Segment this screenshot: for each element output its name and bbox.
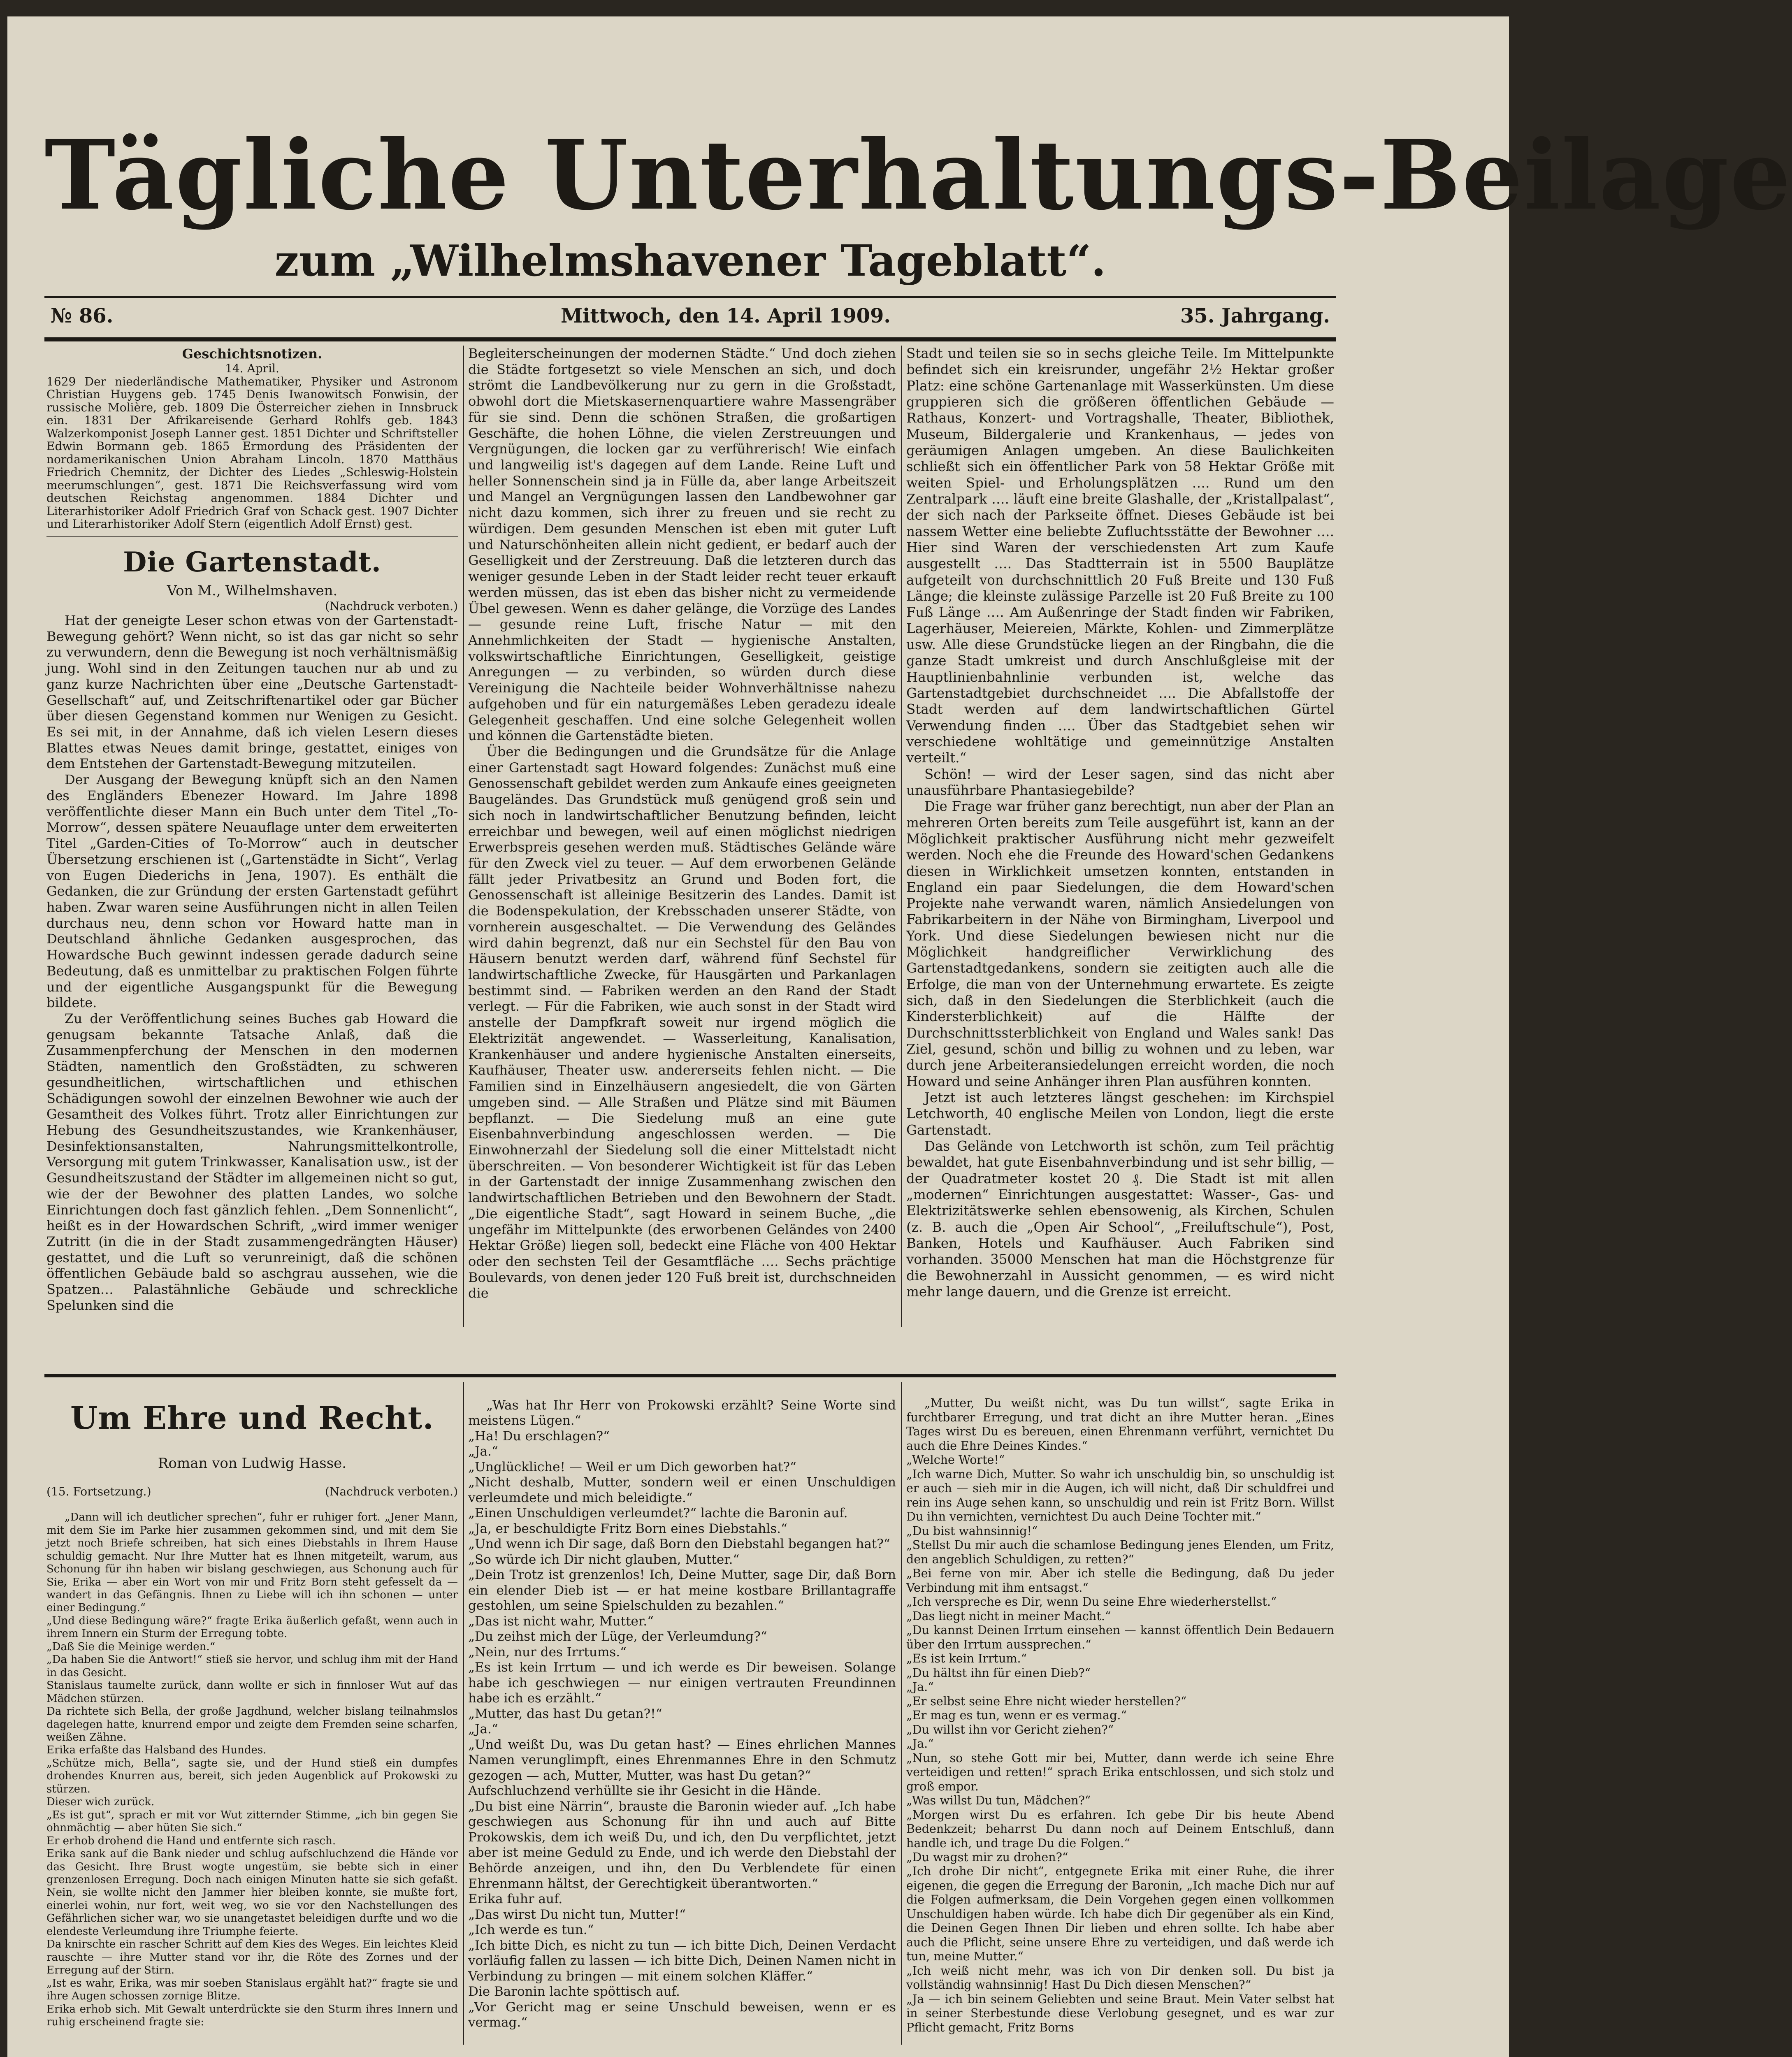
novel-text: „Dann will ich deutlicher sprechen“, fuhr er ruhiger fort. „Jener Mann, mit dem Sie im Parke hier zusammen gekommen sind, und mit dem Sie jetzt noch Briefe schreiben, hat sich eines Diebstahls in Ihrem Hause schuldig gemacht. Nur Ihre Mutter hat es Ihnen mitgeteilt, warum, aus Schonung für ihn haben wir bislang geschwiegen, aus Schonung auch für Sie, Erika — aber ein Wort von mir und Fritz Born steht gefesselt da — wandert in das Gefängnis. Ihnen zu Liebe will ich ihn schonen — unter einer Bedingung.“ „Und diese Bedingung wäre?“ fragte Erika äußerlich gefaßt, wenn auch in ihrem Innern ein Sturm der Erregung tobte. „Daß Sie die Meinige werden.“ „Da haben Sie die Antwort!“ stieß sie hervor, und schlug ihm mit der Hand in das Gesicht. Stanislaus taumelte zurück, dann wollte er sich in finnloser Wut auf das Mädchen stürzen. Da richtete sich Bella, der große Jagdhund, welcher bislang teilnahmslos dagelegen hatte, knurrend empor und zeigte dem Fremden seine scharfen, weißen Zähne. Erika erfaßte das Halsband des Hundes. „Schütze mich, Bella“, sagte sie, und der Hund stieß ein dumpfes drohendes Knurren aus, bereit, sich jeden Augenblick auf Prokowski zu stürzen. Dieser wich zurück. „Es ist gut“, sprach er mit vor Wut zitternder Stimme, „ich bin gegen Sie ohnmächtig — aber hüten Sie sich.“ Er erhob drohend die Hand und entfernte sich rasch. Erika sank auf die Bank nieder und schlug aufschluchzend die Hände vor das Gesicht. Ihre Brust wogte ungestüm, sie bebte sich in einer grenzenlosen Erregung. Doch nach einigen Minuten hatte sie sich gefaßt. Nein, sie wollte nicht den Jammer hier bleiben konnte, sie mußte fort, einerlei wohin, nur fort, weit weg, wo sie vor den Nachstellungen des Gefährlichen sicher war, wo sie unangetastet beleidigen durfte und wo die elendeste Verleumdung ihre Triumphe feierte. Da knirschte ein rascher Schritt auf dem Kies des Weges. Ein leichtes Kleid rauschte — ihre Mutter stand vor ihr, die Röte des Zornes und der Erregung auf der Stirn. „Ist es wahr, Erika, was mir soeben Stanislaus ergählt hat?“ fragte sie und ihre Augen schossen zornige Blitze. Erika erhob sich. Mit Gewalt unterdrückte sie den Sturm ihres Innern und ruhig erscheinend fragte sie: [46, 1511, 458, 2028]
garden-paragraph: Das Gelände von Letchworth ist schön, zum Teil prächtig bewaldet, hat gute Eisenbahnverbindung und ist sehr billig, — der Quadratmeter kostet 20 ₰. Die Stadt ist mit allen „modernen“ Einrichtungen ausgestattet: Wasser-, Gas- und Elektrizitätswerke sehlen ebensowenig, als Kirchen, Schulen (z. B. auch die „Open Air School“, „Freiluftschule“), Post, Banken, Hotels und Kaufhäuser. Auch Fabriken sind vorhanden. 35000 Menschen hat man die Höchstgrenze für die Bewohnerzahl in Aussicht genommen, — es wird nicht mehr lange dauern, und die Grenze ist erreicht. [906, 1138, 1334, 1300]
column-2-bottom [468, 1382, 896, 2049]
column-divider [901, 346, 902, 1327]
garden-paragraph: Zu der Veröffentlichung seines Buches gab Howard die genugsam bekannte Tatsache Anlaß, daß die Zusammenpferchung der Menschen in den modernen Städten, namentlich den Großstädten, zu schweren gesundheitlichen, wirtschaftlichen und ethischen Schädigungen sowohl der einzelnen Bewohner wie auch der Gesamtheit des Volkes führt. Trotz aller Einrichtungen zur Hebung des Gesundheitszustandes, wie Krankenhäuser, Desinfektionsanstalten, Nahrungsmittelkontrolle, Versorgung mit gutem Trinkwasser, Kanalisation usw., ist der Gesundheitszustand der Städter im allgemeinen nicht so gut, wie der der Bewohner des platten Landes, wo solche Einrichtungen doch fast gänzlich fehlen. „Dem Sonnenlicht“, heißt es in der Howardschen Schrift, „wird immer weniger Zutritt (in die in der Stadt zusammengedrängten Häuser) gestattet, und die Luft so verunreinigt, daß die schönen öffentlichen Gebäude bald so aschgrau aussehen, wie die Spatzen… Palastähnliche Gebäude und schreckliche Spelunken sind die [46, 1010, 458, 1313]
section-rule [44, 1374, 1336, 1377]
column-3-top [906, 346, 1334, 1329]
issue-number: № 86. [51, 304, 114, 327]
novel-meta [46, 1485, 458, 1498]
masthead-subtitle: zum „Wilhelmshavener Tageblatt“. [274, 235, 1106, 286]
column-1-bottom [46, 1382, 458, 2049]
column-divider [463, 346, 464, 1327]
issue-line [46, 304, 1334, 333]
notes-heading: Geschichtsnotizen. [182, 346, 323, 362]
novel-text: „Mutter, Du weißt nicht, was Du tun willst“, sagte Erika in furchtbarer Erregung, und trat dicht an ihre Mutter heran. „Eines Tages wirst Du es bereuen, einen Ehrenmann verführt, vernichtet Du auch die Ehre Deines Kindes.“ „Welche Worte!“ „Ich warne Dich, Mutter. So wahr ich unschuldig bin, so unschuldig ist er auch — sieh mir in die Augen, ich will nicht, daß Dir schuldfrei und rein ins Auge sehen kann, so unschuldig und rein ist Fritz Born. Willst Du ihn vernichten, vernichtest Du auch Deine Tochter mit.“ „Du bist wahnsinnig!“ „Stellst Du mir auch die schamlose Bedingung jenes Elenden, um Fritz, den angeblich Schuldigen, zu retten?“ „Bei ferne von mir. Aber ich stelle die Bedingung, daß Du jeder Verbindung mit ihm entsagst.“ „Ich verspreche es Dir, wenn Du seine Ehre wiederherstellst.“ „Das liegt nicht in meiner Macht.“ „Du kannst Deinen Irrtum einsehen — kannst öffentlich Dein Bedauern über den Irrtum aussprechen.“ „Es ist kein Irrtum.“ „Du hältst ihn für einen Dieb?“ „Ja.“ „Er selbst seine Ehre nicht wieder herstellen?“ „Er mag es tun, wenn er es vermag.“ „Du willst ihn vor Gericht ziehen?“ „Ja.“ „Nun, so stehe Gott mir bei, Mutter, dann werde ich seine Ehre verteidigen und retten!“ sprach Erika entschlossen, und sich stolz und groß empor. „Was willst Du tun, Mädchen?“ „Morgen wirst Du es erfahren. Ich gebe Dir bis heute Abend Bedenkzeit; beharrst Du dann noch auf Deinem Entschluß, dann handle ich, und trage Du die Folgen.“ „Du wagst mir zu drohen?“ „Ich drohe Dir nicht“, entgegnete Erika mit einer Ruhe, die ihrer eigenen, die gegen die Erregung der Baronin, „Ich mache Dich nur auf die Folgen aufmerksam, die Dein Vorgehen gegen einen vollkommen Unschuldigen haben würde. Ich habe dich Dir gegenüber als ein Kind, die Deinen Gegen Ihnen Dir lieben und ehren sollte. Ich habe aber auch die Pflicht, seine unsere Ehre zu verteidigen, und daß werde ich tun, meine Mutter.“ „Ich weiß nicht mehr, was ich von Dir denken soll. Du bist ja vollständig wahnsinnig! Hast Du Dich diesen Menschen?“ „Ja — ich bin seinem Geliebten und seine Braut. Mein Vater selbst hat in seiner Sterbestunde diese Verlobung gesegnet, und es war zur Pflicht gemacht, Fritz Borns [906, 1396, 1334, 2034]
novel-byline: Roman von Ludwig Hasse. [158, 1455, 347, 1472]
garden-paragraph: Begleiterscheinungen der modernen Städte.“ Und doch ziehen die Städte fortgesetzt so viele Menschen an sich, und doch strömt die Landbevölkerung nur zu gern in die Großstadt, obwohl dort die Mietskasernenquartiere wahre Massengräber für sie sind. Denn die schönen Straßen, die großartigen Geschäfte, die hohen Löhne, die vielen Zerstreuungen und Vergnügungen, die locken gar zu verführerisch! Wie einfach und langweilig ist's dagegen auf dem Lande. Reine Luft und heller Sonnenschein sind ja in Fülle da, aber lange Arbeitszeit und Mangel an Vergnügungen lassen den Landbewohner gar nicht dazu kommen, sich ihrer zu freuen und sie recht zu würdigen. Dem gesunden Menschen ist eben mit guter Luft und Naturschönheiten allein nicht gedient, er bedarf auch der Geselligkeit und der Zerstreuung. Daß die letzteren durch das weniger gesunde Leben in der Stadt leider recht teuer erkauft werden müssen, das ist eben das bisher nicht zu vermeidende Übel gewesen. Wenn es daher gelänge, die Vorzüge des Landes — gesunde reine Luft, frische Natur — mit den Annehmlichkeiten der Stadt — hygienische Anstalten, volkswirtschaftliche Einrichtungen, Geselligkeit, geistige Anregungen — zu verbinden, so würden durch diese Vereinigung die Nachteile beider Wohnverhältnisse nahezu aufgehoben und für ein naturgemäßes Leben geradezu ideale Gelegenheit geschaffen. Und eine solche Gelegenheit wollen und können die Gartenstädte bieten. [468, 346, 896, 744]
newspaper-page [7, 16, 1792, 2057]
novel-continuation: (15. Fortsetzung.) [46, 1485, 151, 1499]
column-3-bottom [906, 1382, 1334, 2049]
garden-paragraph: Jetzt ist auch letzteres längst geschehen: im Kirchspiel Letchworth, 40 englische Meilen von London, liegt die erste Gartenstadt. [906, 1090, 1334, 1138]
garden-paragraph: Der Ausgang der Bewegung knüpft sich an den Namen des Engländers Ebenezer Howard. Im Jahre 1898 veröffentlichte dieser Mann ein Buch unter dem Titel „To-Morrow“, dessen spätere Neuauflage unter dem erweiterten Titel „Garden-Cities of To-Morrow“ auch in deutscher Übersetzung erschienen ist („Gartenstädte in Sicht“, Verlag von Eugen Diederichs in Jena, 1907). Es enthält die Gedanken, die zur Gründung der ersten Gartenstadt geführt haben. Zwar waren seine Ausführungen nicht in allen Teilen durchaus neu, denn schon vor Howard hatte man in Deutschland ähnliche Gedanken ausgesprochen, das Howardsche Buch gewinnt indessen gerade dadurch seine Bedeutung, daß es unmittelbar zu praktischen Folgen führte und der eigentliche Ausgangspunkt für die Bewegung bildete. [46, 772, 458, 1011]
garden-paragraph: Hat der geneigte Leser schon etwas von der Gartenstadt-Bewegung gehört? Wenn nicht, so ist das gar nicht so sehr zu verwundern, denn die Bewegung ist noch verhältnismäßig jung. Wohl sind in den Zeitungen tauchen nur ab und zu ganz kurze Nachrichten über eine „Deutsche Gartenstadt-Gesellschaft“ auf, und Zeitschriftenartikel oder gar Bücher über diesen Gegenstand kommen nur Wenigen zu Gesicht. Es sei mit, in der Annahme, daß ich vielen Lesern dieses Blattes etwas Neues damit bringe, gestattet, einiges von dem Entstehen der Gartenstadt-Bewegung mitzuteilen. [46, 613, 458, 772]
garden-paragraph: Die Frage war früher ganz berechtigt, nun aber der Plan an mehreren Orten bereits zum Teile ausgeführt ist, kann an der Möglichkeit praktischer Ausführung nicht mehr gezweifelt werden. Noch ehe die Freunde des Howard'schen Gedankens diesen in Wirklichkeit umsetzen konnten, entstanden in England ein paar Siedelungen, die dem Howard'schen Projekte nahe verwandt waren, nämlich Ansiedelungen von Fabrikarbeitern in der Nähe von Birmingham, Liverpool und York. Und diese Siedelungen bewiesen nicht nur die Möglichkeit handgreiflicher Verwirklichung des Gartenstadtgedankens, sondern sie zeitigten auch alle die Erfolge, die man von der Unternehmung erwartete. Es zeigte sich, daß in den Siedelungen die Sterblichkeit (auch die Kindersterblichkeit) auf die Hälfte der Durchschnittssterblichkeit von England und Wales sank! Das Ziel, gesund, schön und billig zu wohnen und zu leben, war durch jene Arbeiteransiedelungen erreicht worden, die noch Howard und seine Anhänger ihren Plan ausführen konnten. [906, 799, 1334, 1089]
notes-date: 14. April. [225, 362, 279, 375]
garden-paragraph: Stadt und teilen sie so in sechs gleiche Teile. Im Mittelpunkte befindet sich ein kreisrunder, ungefähr 2½ Hektar großer Platz: eine schöne Gartenanlage mit Wasserkünsten. Um diese gruppieren sich die größeren öffentlichen Gebäude — Rathaus, Konzert- und Vortragshalle, Theater, Bibliothek, Museum, Bildergalerie und Krankenhaus, — jedes von geräumigen Anlagen umgeben. An diese Baulichkeiten schließt sich ein öffentlicher Park von 58 Hektar Größe mit weiten Spiel- und Erholungsplätzen …. Rund um den Zentralpark …. läuft eine breite Glashalle, der „Kristallpalast“, der sich nach der Parkseite öffnet. Dieses Gebäude ist bei nassem Wetter eine beliebte Zufluchtsstätte der Bewohner …. Hier sind Waren der verschiedensten Art zum Kaufe ausgestellt …. Das Stadtterrain ist in 5500 Bauplätze aufgeteilt von durchschnittlich 20 Fuß Breite und 130 Fuß Länge; die kleinste zulässige Parzelle ist 20 Fuß Breite zu 100 Fuß Länge …. Am Außenringe der Stadt finden wir Fabriken, Lagerhäuser, Meiereien, Märkte, Kohlen- und Zimmerplätze usw. Alle diese Grundstücke liegen an der Ringbahn, die die ganze Stadt umkreist und durch Anschlußgleise mit der Hauptlinienbahnlinie verbunden ist, welche das Gartenstadtgebiet durchschneidet …. Die Abfallstoffe der Stadt werden auf dem landwirtschaftlichen Gürtel Verwendung finden …. Über das Stadtgebiet sehen wir verschiedene wohltätige und gemeinnützige Anstalten verteilt.“ [906, 346, 1334, 766]
garden-paragraph: Über die Bedingungen und die Grundsätze für die Anlage einer Gartenstadt sagt Howard folgendes: Zunächst muß eine Genossenschaft gebildet werden zum Ankaufe eines geeigneten Baugeländes. Das Grundstück muß genügend groß sein und sich noch in landwirtschaftlicher Benutzung befinden, leicht erreichbar und bewegen, weil auf einen möglichst niedrigen Erwerbspreis gesehen werden muß. Städtisches Gelände wäre für den Zweck viel zu teuer. — Auf dem erworbenen Gelände fällt jeder Privatbesitz an Grund und Boden fort, die Genossenschaft ist alleinige Besitzerin des Landes. Damit ist die Bodenspekulation, der Krebsschaden unserer Städte, von vornherein ausgeschaltet. — Die Verwendung des Geländes wird dahin begrenzt, daß nur ein Sechstel für den Bau von Häusern benutzt werden darf, während fünf Sechstel für landwirtschaftliche Zwecke, für Hausgärten und Parkanlagen bestimmt sind. — Fabriken werden an den Rand der Stadt verlegt. — Für die Fabriken, wie auch sonst in der Stadt wird anstelle der Dampfkraft soweit nur irgend möglich die Elektrizität angewendet. — Wasserleitung, Kanalisation, Krankenhäuser und andere hygienische Anstalten einerseits, Kaufhäuser, Theater usw. andererseits fehlen nicht. — Die Familien sind in Einzelhäusern angesiedelt, die von Gärten umgeben sind. — Alle Straßen und Plätze sind mit Bäumen bepflanzt. — Die Siedelung muß an eine gute Eisenbahnverbindung angeschlossen werden. — Die Einwohnerzahl der Siedelung soll die einer Mittelstadt nicht überschreiten. — Von besonderer Wichtigkeit ist für das Leben in der Gartenstadt der innige Zusammenhang zwischen den landwirtschaftlichen Betrieben und den Bewohnern der Stadt. „Die eigentliche Stadt“, sagt Howard in seinem Buche, „die ungefähr im Mittelpunkte (des erworbenen Geländes von 2400 Hektar Größe) liegen soll, bedeckt eine Fläche von 400 Hektar oder den sechsten Teil der Gesamtfläche …. Sechs prächtige Boulevards, von denen jeder 120 Fuß breit ist, durchschneiden die [468, 743, 896, 1301]
garden-byline: Von M., Wilhelmshaven. [167, 582, 338, 599]
column-divider [463, 1382, 464, 2045]
column-2-top [468, 346, 896, 1329]
notes-text: 1629 Der niederländische Mathematiker, Physiker und Astronom Christian Huygens geb. 1745 Denis Iwanowitsch Fonwisin, der russische Molière, geb. 1809 Die Österreicher ziehen in Innsbruck ein. 1831 Der Afrikareisende Gerhard Rohlfs geb. 1843 Walzerkomponist Joseph Lanner gest. 1851 Dichter und Schriftsteller Edwin Bormann geb. 1865 Ermordung des Präsidenten der nordamerikanischen Union Abraham Lincoln. 1870 Matthäus Friedrich Chemnitz, der Dichter des Liedes „Schleswig-Holstein meerumschlungen“, gest. 1871 Die Reichsverfassung wird vom deutschen Reichstag angenommen. 1884 Dichter und Literarhistoriker Adolf Friedrich Graf von Schack gest. 1907 Dichter und Literarhistoriker Adolf Stern (eigentlich Adolf Ernst) gest. [46, 374, 458, 531]
notes-rule [46, 536, 458, 537]
column-1-top [46, 346, 458, 1329]
column-divider [901, 1382, 902, 2045]
masthead [44, 119, 1792, 286]
novel-text: „Was hat Ihr Herr von Prokowski erzählt? Seine Worte sind meistens Lügen.“ „Ha! Du erschlagen?“ „Ja.“ „Unglückliche! — Weil er um Dich geworben hat?“ „Nicht deshalb, Mutter, sondern weil er einen Unschuldigen verleumdete und mich beleidigte.“ „Einen Unschuldigen verleumdet?“ lachte die Baronin auf. „Ja, er beschuldigte Fritz Born eines Diebstahls.“ „Und wenn ich Dir sage, daß Born den Diebstahl begangen hat?“ „So würde ich Dir nicht glauben, Mutter.“ „Dein Trotz ist grenzenlos! Ich, Deine Mutter, sage Dir, daß Born ein elender Dieb ist — er hat meine kostbare Brillantagraffe gestohlen, um seine Spielschulden zu bezahlen.“ „Das ist nicht wahr, Mutter.“ „Du zeihst mich der Lüge, der Verleumdung?“ „Nein, nur des Irrtums.“ „Es ist kein Irrtum — und ich werde es Dir beweisen. Solange habe ich geschwiegen — nur einigen vertrauten Freundinnen habe ich es erzählt.“ „Mutter, das hast Du getan?!“ „Ja.“ „Und weißt Du, was Du getan hast? — Eines ehrlichen Mannes Namen verunglimpft, eines Ehrenmannes Ehre in den Schmutz gezogen — ach, Mutter, Mutter, was hast Du getan?“ Aufschluchzend verhüllte sie ihr Gesicht in die Hände. „Du bist eine Närrin“, brauste die Baronin wieder auf. „Ich habe geschwiegen aus Schonung für ihn und auch auf Bitte Prokowskis, dem ich weiß Du, und ich, den Du verpflichtet, jetzt aber ist meine Geduld zu Ende, und ich werde den Diebstahl der Behörde anzeigen, und ihn, den Du Verblendete für einen Ehrenmann hältst, der Gerechtigkeit überantworten.“ Erika fuhr auf. „Das wirst Du nicht tun, Mutter!“ „Ich werde es tun.“ „Ich bitte Dich, es nicht zu tun — ich bitte Dich, Deinen Verdacht vorläufig fallen zu lassen — ich bitte Dich, Deinen Namen nicht in Verbindung zu bringen — mit einem solchen Kläffer.“ Die Baronin lachte spöttisch auf. „Vor Gericht mag er seine Unschuld beweisen, wenn er es vermag.“ [468, 1398, 896, 2030]
garden-rights: (Nachdruck verboten.) [325, 599, 458, 613]
issue-volume: 35. Jahrgang. [1180, 304, 1330, 327]
garden-title: Die Gartenstadt. [123, 546, 381, 578]
novel-title: Um Ehre und Recht. [70, 1400, 434, 1437]
issue-date: Mittwoch, den 14. April 1909. [561, 304, 891, 327]
masthead-title: Tägliche Unterhaltungs-Beilage [44, 119, 1792, 231]
masthead-rule-top [44, 296, 1336, 298]
masthead-rule-bottom [44, 337, 1336, 341]
novel-rights: (Nachdruck verboten.) [325, 1485, 458, 1499]
garden-paragraph: Schön! — wird der Leser sagen, sind das nicht aber unausführbare Phantasiegebilde? [906, 766, 1334, 798]
